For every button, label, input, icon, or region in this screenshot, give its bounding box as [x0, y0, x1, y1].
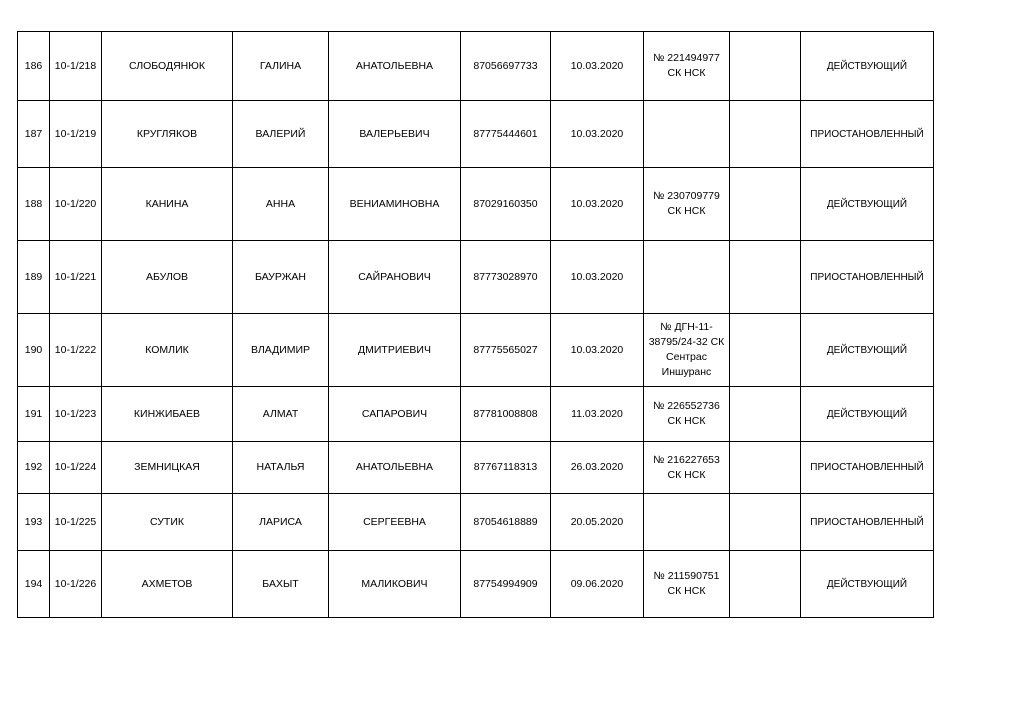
phone-number: 87054618889 — [461, 494, 551, 551]
row-number: 188 — [18, 168, 50, 241]
row-number: 187 — [18, 101, 50, 168]
table-row — [18, 387, 934, 442]
date: 11.03.2020 — [551, 387, 644, 442]
empty-cell — [730, 551, 801, 618]
patronymic: САПАРОВИЧ — [329, 387, 461, 442]
last-name: КАНИНА — [102, 168, 233, 241]
row-number: 189 — [18, 241, 50, 314]
date: 10.03.2020 — [551, 168, 644, 241]
last-name: КИНЖИБАЕВ — [102, 387, 233, 442]
first-name: НАТАЛЬЯ — [233, 442, 329, 494]
status: ПРИОСТАНОВЛЕННЫЙ — [801, 241, 934, 314]
insurance-policy: № ДГН-11-38795/24-32 СК Сентрас Иншуранс — [644, 314, 730, 387]
registration-number: 10-1/225 — [50, 494, 102, 551]
empty-cell — [730, 241, 801, 314]
phone-number: 87775444601 — [461, 101, 551, 168]
phone-number: 87775565027 — [461, 314, 551, 387]
last-name: ЗЕМНИЦКАЯ — [102, 442, 233, 494]
registration-number: 10-1/221 — [50, 241, 102, 314]
status: ПРИОСТАНОВЛЕННЫЙ — [801, 101, 934, 168]
empty-cell — [730, 387, 801, 442]
date: 10.03.2020 — [551, 101, 644, 168]
insurance-policy: № 226552736 СК НСК — [644, 387, 730, 442]
table-row — [18, 32, 934, 101]
row-number: 191 — [18, 387, 50, 442]
first-name: ВЛАДИМИР — [233, 314, 329, 387]
date: 09.06.2020 — [551, 551, 644, 618]
date: 10.03.2020 — [551, 32, 644, 101]
insurance-policy: № 221494977 СК НСК — [644, 32, 730, 101]
empty-cell — [730, 32, 801, 101]
empty-cell — [730, 101, 801, 168]
last-name: СЛОБОДЯНЮК — [102, 32, 233, 101]
last-name: КРУГЛЯКОВ — [102, 101, 233, 168]
last-name: СУТИК — [102, 494, 233, 551]
patronymic: САЙРАНОВИЧ — [329, 241, 461, 314]
registry-table — [17, 31, 934, 618]
status: ДЕЙСТВУЮЩИЙ — [801, 387, 934, 442]
registration-number: 10-1/220 — [50, 168, 102, 241]
date: 26.03.2020 — [551, 442, 644, 494]
first-name: ВАЛЕРИЙ — [233, 101, 329, 168]
first-name: БАУРЖАН — [233, 241, 329, 314]
last-name: АБУЛОВ — [102, 241, 233, 314]
status: ДЕЙСТВУЮЩИЙ — [801, 314, 934, 387]
phone-number: 87781008808 — [461, 387, 551, 442]
registration-number: 10-1/219 — [50, 101, 102, 168]
date: 10.03.2020 — [551, 241, 644, 314]
insurance-policy: № 216227653 СК НСК — [644, 442, 730, 494]
table-row — [18, 551, 934, 618]
table-row — [18, 241, 934, 314]
phone-number: 87773028970 — [461, 241, 551, 314]
phone-number: 87029160350 — [461, 168, 551, 241]
registry-table-body — [18, 32, 934, 618]
registration-number: 10-1/223 — [50, 387, 102, 442]
table-row — [18, 442, 934, 494]
insurance-policy — [644, 101, 730, 168]
insurance-policy — [644, 494, 730, 551]
registration-number: 10-1/226 — [50, 551, 102, 618]
phone-number: 87767118313 — [461, 442, 551, 494]
patronymic: ДМИТРИЕВИЧ — [329, 314, 461, 387]
date: 10.03.2020 — [551, 314, 644, 387]
empty-cell — [730, 168, 801, 241]
empty-cell — [730, 442, 801, 494]
first-name: БАХЫТ — [233, 551, 329, 618]
empty-cell — [730, 494, 801, 551]
row-number: 194 — [18, 551, 50, 618]
registration-number: 10-1/224 — [50, 442, 102, 494]
first-name: АЛМАТ — [233, 387, 329, 442]
row-number: 193 — [18, 494, 50, 551]
row-number: 186 — [18, 32, 50, 101]
patronymic: ВЕНИАМИНОВНА — [329, 168, 461, 241]
table-row — [18, 494, 934, 551]
first-name: ГАЛИНА — [233, 32, 329, 101]
patronymic: АНАТОЛЬЕВНА — [329, 442, 461, 494]
empty-cell — [730, 314, 801, 387]
last-name: АХМЕТОВ — [102, 551, 233, 618]
row-number: 190 — [18, 314, 50, 387]
status: ПРИОСТАНОВЛЕННЫЙ — [801, 494, 934, 551]
phone-number: 87056697733 — [461, 32, 551, 101]
table-row — [18, 168, 934, 241]
patronymic: ВАЛЕРЬЕВИЧ — [329, 101, 461, 168]
status: ДЕЙСТВУЮЩИЙ — [801, 32, 934, 101]
status: ДЕЙСТВУЮЩИЙ — [801, 551, 934, 618]
row-number: 192 — [18, 442, 50, 494]
table-row — [18, 314, 934, 387]
registration-number: 10-1/222 — [50, 314, 102, 387]
first-name: АННА — [233, 168, 329, 241]
status: ПРИОСТАНОВЛЕННЫЙ — [801, 442, 934, 494]
status: ДЕЙСТВУЮЩИЙ — [801, 168, 934, 241]
registration-number: 10-1/218 — [50, 32, 102, 101]
patronymic: АНАТОЛЬЕВНА — [329, 32, 461, 101]
table-row — [18, 101, 934, 168]
last-name: КОМЛИК — [102, 314, 233, 387]
date: 20.05.2020 — [551, 494, 644, 551]
insurance-policy: № 230709779 СК НСК — [644, 168, 730, 241]
insurance-policy — [644, 241, 730, 314]
patronymic: СЕРГЕЕВНА — [329, 494, 461, 551]
phone-number: 87754994909 — [461, 551, 551, 618]
patronymic: МАЛИКОВИЧ — [329, 551, 461, 618]
first-name: ЛАРИСА — [233, 494, 329, 551]
insurance-policy: № 211590751 СК НСК — [644, 551, 730, 618]
